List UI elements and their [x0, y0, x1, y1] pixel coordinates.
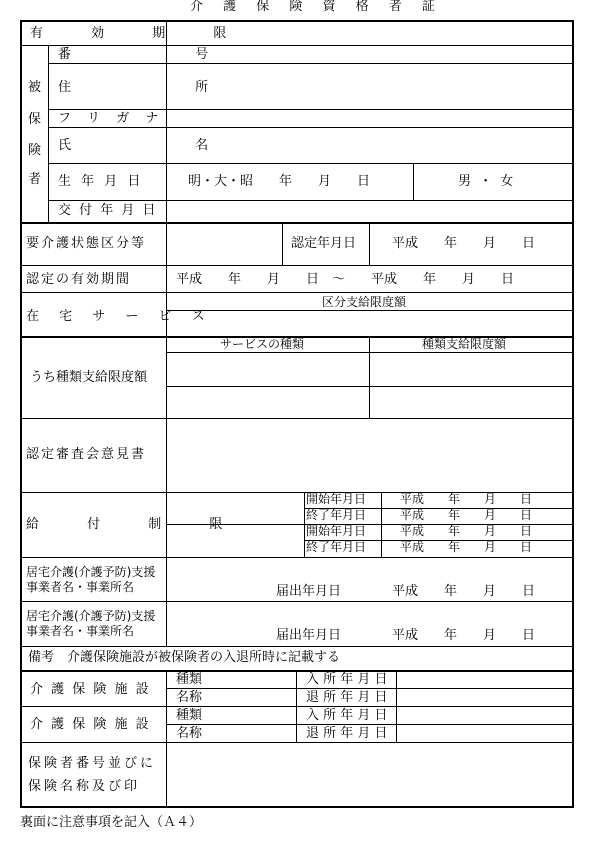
address-label: 住 所: [58, 80, 269, 95]
provider-2-notification-label: 届出年月日: [276, 628, 342, 643]
insurer-label-line1: 保険者番号並びに: [28, 756, 157, 771]
certification-date-value: 平成 年 月 日: [392, 236, 536, 251]
facility-2-name-label: 名称: [176, 726, 203, 741]
facility-2-admission-label: 入 所 年 月 日: [306, 708, 388, 723]
insurer-label-line2: 保険名称及び印: [28, 779, 141, 794]
type-limit-label: うち種類支給限度額: [30, 370, 148, 385]
restriction-label-4: 終了年月日: [306, 540, 367, 554]
facility-1-discharge-label: 退 所 年 月 日: [306, 690, 388, 705]
facility-1-admission-label: 入 所 年 月 日: [306, 672, 388, 687]
valid-period-label: 有 効 期 限: [30, 26, 249, 41]
furigana-label: フ リ ガ ナ: [58, 111, 165, 126]
type-limit-header: 種類支給限度額: [422, 337, 507, 351]
restriction-value-2: 平成 年 月 日: [400, 508, 533, 522]
remarks: 備考 介護保険施設が被保険者の入退所時に記載する: [28, 650, 341, 665]
name-label: 氏 名: [58, 138, 269, 153]
facility-2-discharge-label: 退 所 年 月 日: [306, 726, 388, 741]
insured-label-3: 険: [28, 143, 42, 158]
birthdate-label: 生 年 月 日: [58, 174, 144, 189]
review-opinion-label: 認定審査会意見書: [26, 447, 147, 462]
provider-1-notification-value: 平成 年 月 日: [392, 584, 536, 599]
frame-left: [20, 20, 22, 808]
restriction-label-3: 開始年月日: [306, 524, 367, 538]
document-title: 介 護 保 険 資 格 者 証: [190, 0, 443, 14]
provider-1-label-line1: 居宅介護(介護予防)支援: [26, 565, 156, 579]
cert-valid-period-label: 認定の有効期間: [26, 272, 132, 287]
birthdate-value: 明・大・昭 年 月 日: [188, 174, 371, 189]
provider-2-notification-value: 平成 年 月 日: [392, 628, 536, 643]
frame-right: [572, 20, 574, 808]
home-service-label: 在 宅 サ ー ビ ス: [26, 309, 213, 324]
gender-value: 男 ・ 女: [458, 174, 516, 189]
restriction-label-1: 開始年月日: [306, 492, 367, 506]
insured-label-1: 被: [28, 80, 42, 95]
facility-2-label: 介 護 保 険 施 設: [30, 717, 151, 732]
insured-label-4: 者: [28, 172, 42, 187]
category-limit-label: 区分支給限度額: [322, 295, 407, 309]
facility-1-label: 介 護 保 険 施 設: [30, 682, 151, 697]
provider-2-label-line1: 居宅介護(介護予防)支援: [26, 609, 156, 623]
facility-1-name-label: 名称: [176, 690, 203, 705]
restriction-value-1: 平成 年 月 日: [400, 492, 533, 506]
provider-1-notification-label: 届出年月日: [276, 584, 342, 599]
cert-valid-period-value: 平成 年 月 日 ～ 平成 年 月 日: [176, 272, 515, 287]
restriction-value-3: 平成 年 月 日: [400, 524, 533, 538]
facility-2-type-label: 種類: [176, 708, 203, 723]
issue-date-label: 交 付 年 月 日: [58, 203, 158, 218]
certification-date-label: 認定年月日: [291, 236, 357, 251]
care-level-label: 要介護状態区分等: [26, 236, 147, 251]
insured-label-2: 保: [28, 112, 42, 127]
frame-top: [20, 20, 574, 22]
number-label: 番 号: [58, 47, 269, 62]
provider-1-label-line2: 事業者名・事業所名: [26, 580, 135, 594]
provider-2-label-line2: 事業者名・事業所名: [26, 624, 135, 638]
benefit-restriction-label: 給 付 制 限: [26, 517, 245, 532]
facility-1-type-label: 種類: [176, 672, 203, 687]
frame-bottom: [20, 806, 574, 808]
restriction-value-4: 平成 年 月 日: [400, 540, 533, 554]
footer-note: 裏面に注意事項を記入（Ａ４）: [20, 815, 203, 830]
restriction-label-2: 終了年月日: [306, 508, 367, 522]
service-type-header: サービスの種類: [220, 337, 305, 351]
